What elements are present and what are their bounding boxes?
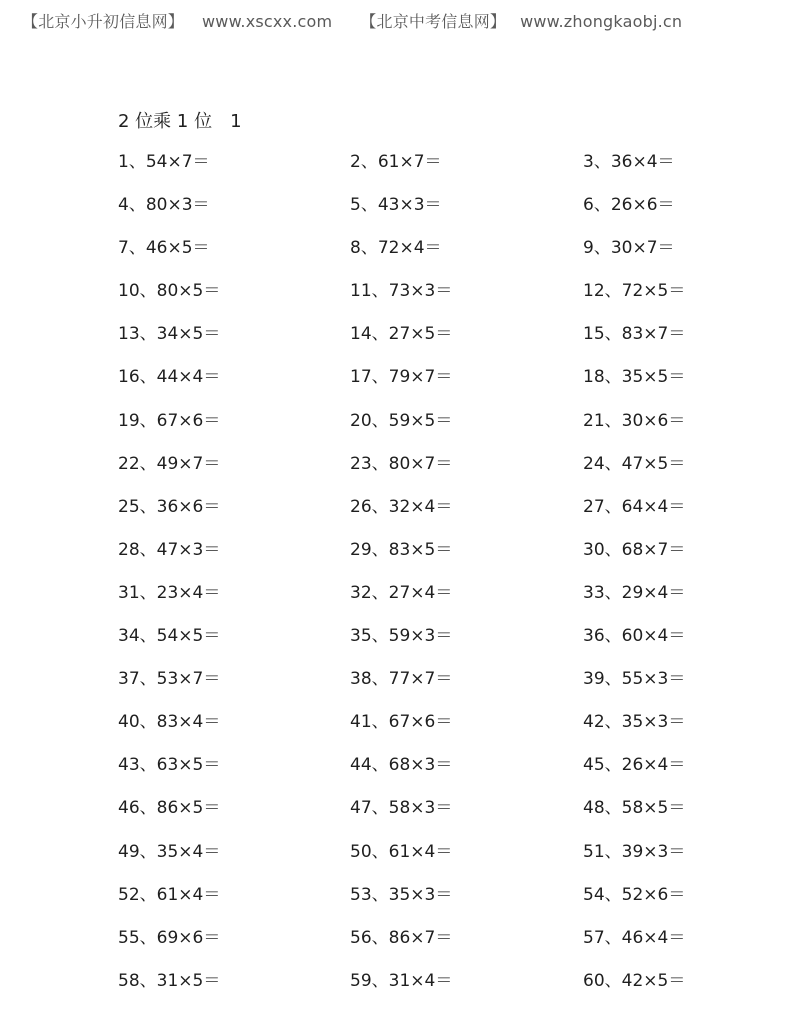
problem-item: 54、52×6＝	[583, 884, 686, 905]
problem-item: 4、80×3＝	[118, 195, 210, 216]
problem-item: 53、35×3＝	[350, 884, 453, 905]
problem-item: 52、61×4＝	[118, 884, 221, 905]
problem-item: 15、83×7＝	[583, 324, 686, 345]
problem-item: 8、72×4＝	[350, 238, 442, 259]
problem-item: 60、42×5＝	[583, 970, 686, 991]
site2-url: www.zhongkaobj.cn	[520, 12, 683, 31]
problem-item: 18、35×5＝	[583, 367, 686, 388]
problem-item: 50、61×4＝	[350, 841, 453, 862]
problem-item: 2、61×7＝	[350, 152, 442, 172]
problem-item: 41、67×6＝	[350, 712, 453, 733]
problem-item: 35、59×3＝	[350, 626, 453, 647]
problem-item: 25、36×6＝	[118, 496, 221, 517]
problem-grid	[118, 141, 758, 1003]
problem-item: 39、55×3＝	[583, 669, 686, 690]
problem-item: 10、80×5＝	[118, 281, 221, 302]
problem-item: 29、83×5＝	[350, 539, 453, 560]
problem-item: 45、26×4＝	[583, 755, 686, 776]
problem-item: 24、47×5＝	[583, 453, 686, 474]
problem-item: 44、68×3＝	[350, 755, 453, 776]
problem-item: 57、46×4＝	[583, 927, 686, 948]
problem-item: 55、69×6＝	[118, 927, 221, 948]
problem-item: 30、68×7＝	[583, 539, 686, 560]
problem-item: 20、59×5＝	[350, 410, 453, 431]
problem-item: 22、49×7＝	[118, 453, 221, 474]
problem-item: 42、35×3＝	[583, 712, 686, 733]
page-header	[22, 9, 682, 32]
problem-item: 43、63×5＝	[118, 755, 221, 776]
problem-item: 9、30×7＝	[583, 238, 675, 259]
problem-item: 14、27×5＝	[350, 324, 453, 345]
problem-item: 28、47×3＝	[118, 539, 221, 560]
problem-item: 51、39×3＝	[583, 841, 686, 862]
problem-item: 6、26×6＝	[583, 195, 675, 216]
problem-item: 13、34×5＝	[118, 324, 221, 345]
problem-item: 59、31×4＝	[350, 970, 453, 991]
site2-name: 【北京中考信息网】	[360, 12, 507, 31]
problem-item: 21、30×6＝	[583, 410, 686, 431]
problem-item: 26、32×4＝	[350, 496, 453, 517]
problem-item: 11、73×3＝	[350, 281, 453, 302]
problem-item: 36、60×4＝	[583, 626, 686, 647]
problem-item: 34、54×5＝	[118, 626, 221, 647]
problem-item: 48、58×5＝	[583, 798, 686, 819]
worksheet-title: 2 位乘 1 位 1	[118, 111, 242, 132]
problem-item: 40、83×4＝	[118, 712, 221, 733]
problem-item: 12、72×5＝	[583, 281, 686, 302]
problem-item: 27、64×4＝	[583, 496, 686, 517]
problem-item: 31、23×4＝	[118, 582, 221, 603]
problem-item: 58、31×5＝	[118, 970, 221, 991]
problem-item: 56、86×7＝	[350, 927, 453, 948]
problem-item: 1、54×7＝	[118, 152, 210, 172]
site1-url: www.xscxx.com	[202, 12, 333, 31]
problem-item: 47、58×3＝	[350, 798, 453, 819]
problem-item: 38、77×7＝	[350, 669, 453, 690]
problem-item: 16、44×4＝	[118, 367, 221, 388]
problem-item: 17、79×7＝	[350, 367, 453, 388]
problem-item: 7、46×5＝	[118, 238, 210, 259]
problem-item: 33、29×4＝	[583, 582, 686, 603]
problem-item: 49、35×4＝	[118, 841, 221, 862]
problem-item: 23、80×7＝	[350, 453, 453, 474]
site1-name: 【北京小升初信息网】	[22, 12, 185, 31]
problem-item: 19、67×6＝	[118, 410, 221, 431]
problem-item: 5、43×3＝	[350, 195, 442, 216]
problem-item: 32、27×4＝	[350, 582, 453, 603]
problem-item: 37、53×7＝	[118, 669, 221, 690]
problem-item: 46、86×5＝	[118, 798, 221, 819]
problem-item: 3、36×4＝	[583, 152, 675, 172]
